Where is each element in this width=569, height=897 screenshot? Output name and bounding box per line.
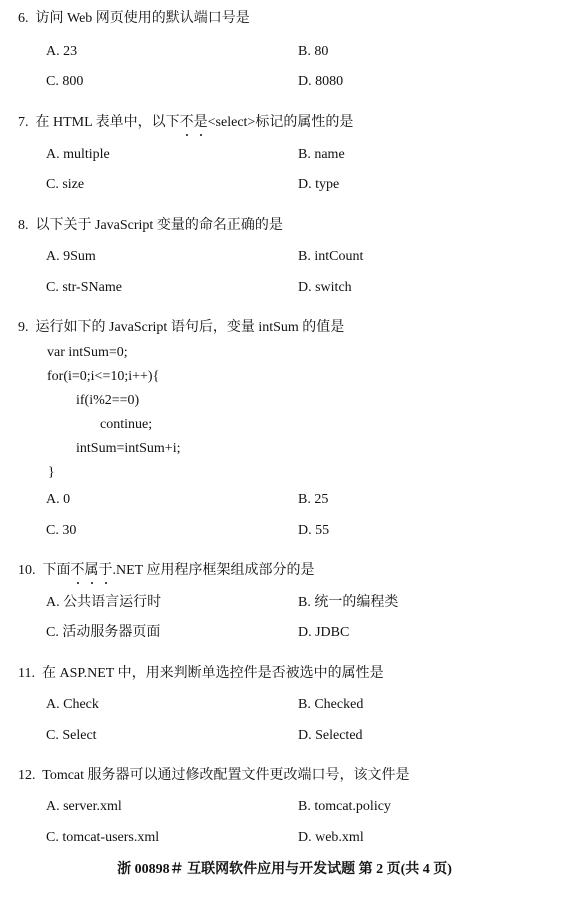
question-text-pre: 在 HTML 表单中，以下: [35, 115, 180, 130]
q6-option-a: A. 23: [46, 44, 78, 59]
emphasis-char: 是: [193, 115, 208, 130]
q6-option-d: D. 8080: [298, 74, 344, 89]
q11-option-c: C. Select: [46, 728, 97, 743]
emphasis-char: 不: [179, 115, 194, 130]
emphasis-char: 不: [70, 563, 85, 578]
emphasis-char: 于: [98, 563, 113, 578]
q7-option-c: C. size: [46, 177, 85, 192]
q7-option-a: A. multiple: [46, 147, 110, 162]
q11-option-d: D. Selected: [298, 728, 363, 743]
question-number: 9.: [18, 320, 29, 335]
question-text-pre: 下面: [42, 563, 71, 578]
q8-option-a: A. 9Sum: [46, 249, 96, 264]
code-line: for(i=0;i<=10;i++){: [47, 369, 160, 384]
question-6: [18, 12, 250, 26]
q8-option-b: B. intCount: [298, 249, 364, 264]
q7-option-b: B. name: [298, 147, 345, 162]
question-number: 8.: [18, 218, 29, 233]
code-line: }: [48, 465, 55, 480]
q12-option-c: C. tomcat-users.xml: [46, 830, 160, 845]
question-11: [18, 667, 384, 681]
q6-option-b: B. 80: [298, 44, 329, 59]
question-text: 访问 Web 网页使用的默认端口号是: [35, 11, 250, 26]
q10-option-c: C. 活动服务器页面: [46, 625, 161, 640]
q10-option-d: D. JDBC: [298, 625, 350, 640]
question-8: [18, 219, 283, 233]
q8-option-d: D. switch: [298, 280, 352, 295]
code-line: var intSum=0;: [47, 345, 128, 360]
q9-option-b: B. 25: [298, 492, 329, 507]
q11-option-b: B. Checked: [298, 697, 364, 712]
q8-option-c: C. str-SName: [46, 280, 122, 295]
question-10: [18, 564, 314, 578]
q12-option-a: A. server.xml: [46, 799, 122, 814]
question-text: 运行如下的 JavaScript 语句后，变量 intSum 的值是: [35, 320, 345, 335]
q11-option-a: A. Check: [46, 697, 99, 712]
question-7: [18, 116, 353, 130]
emphasis-char: 属: [84, 563, 99, 578]
q10-option-b: B. 统一的编程类: [298, 595, 399, 610]
code-line: if(i%2==0): [76, 393, 140, 408]
question-text: 在 ASP.NET 中，用来判断单选控件是否被选中的属性是: [41, 666, 384, 681]
question-number: 7.: [18, 115, 29, 130]
question-number: 11.: [18, 666, 35, 681]
q10-option-a: A. 公共语言运行时: [46, 595, 162, 610]
question-number: 10.: [18, 563, 36, 578]
q9-option-d: D. 55: [298, 523, 330, 538]
q6-option-c: C. 800: [46, 74, 84, 89]
q9-option-c: C. 30: [46, 523, 77, 538]
question-12: [18, 769, 410, 783]
q9-option-a: A. 0: [46, 492, 71, 507]
question-text-post: .NET 应用程序框架组成部分的是: [112, 563, 315, 578]
question-9: [18, 321, 344, 335]
question-text-post: <select>标记的属性的是: [207, 115, 354, 130]
question-text: 以下关于 JavaScript 变量的命名正确的是: [35, 218, 283, 233]
page-footer: 浙 00898＃ 互联网软件应用与开发试题 第 2 页(共 4 页): [117, 862, 452, 877]
code-line: intSum=intSum+i;: [76, 441, 181, 456]
question-text: Tomcat 服务器可以通过修改配置文件更改端口号，该文件是: [42, 768, 410, 783]
q12-option-b: B. tomcat.policy: [298, 799, 391, 814]
q12-option-d: D. web.xml: [298, 830, 364, 845]
code-line: continue;: [100, 417, 153, 432]
q7-option-d: D. type: [298, 177, 340, 192]
question-number: 6.: [18, 11, 29, 26]
question-number: 12.: [18, 768, 36, 783]
